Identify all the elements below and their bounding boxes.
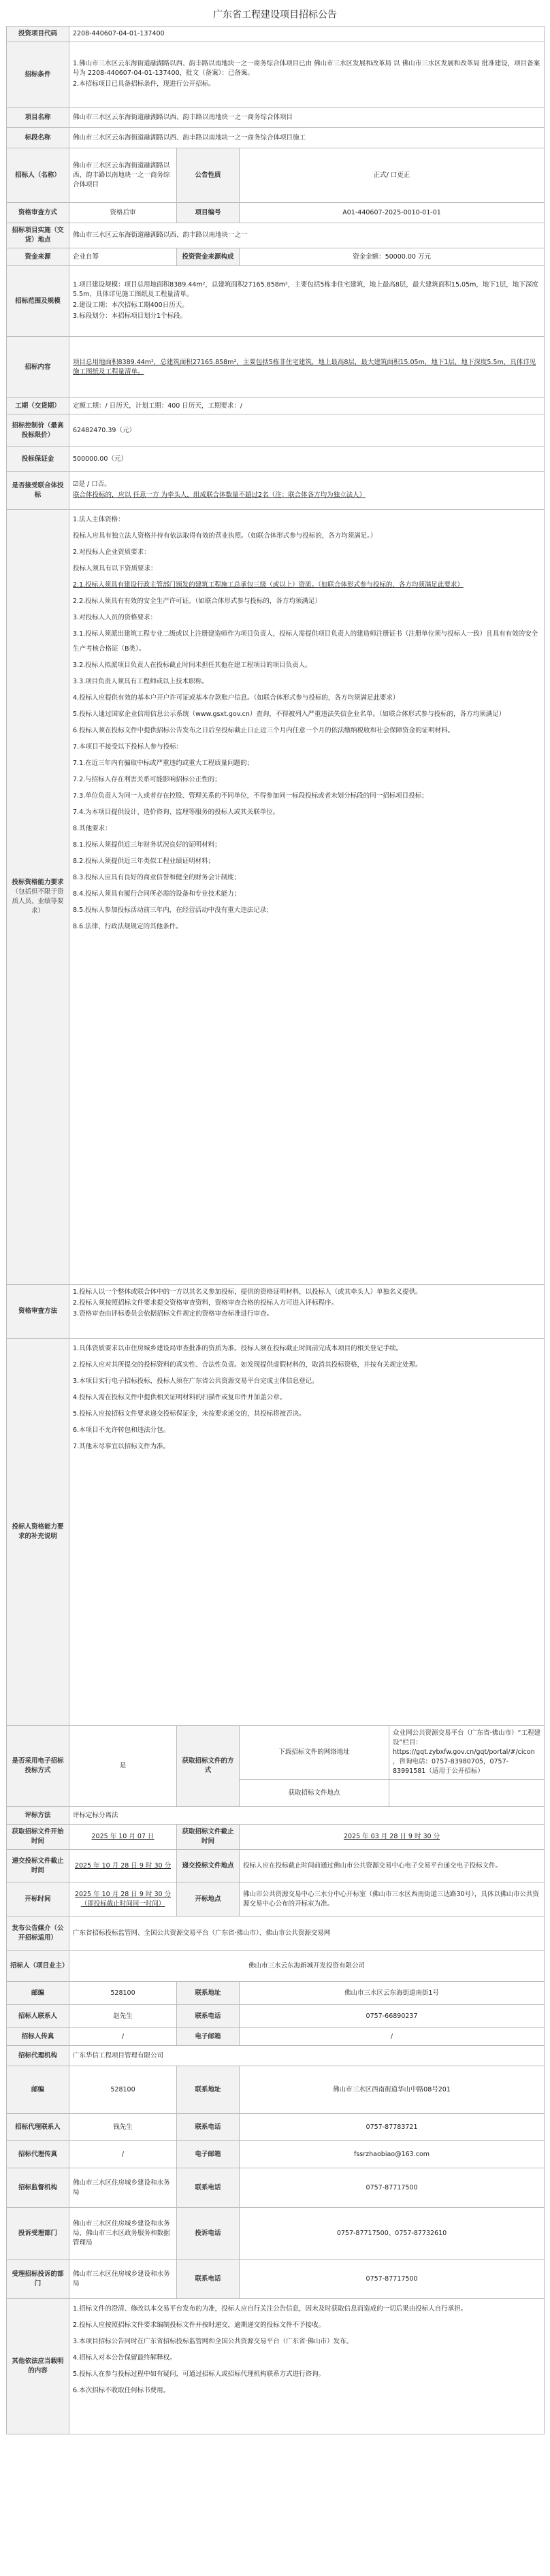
agent-fax-value: / — [69, 2141, 177, 2168]
third-label: 受理招标投诉的部门 — [7, 2260, 69, 2299]
qualification-line: 8.1.投标人须提供近三年财务状况良好的证明材料； — [73, 841, 221, 849]
agent-fax-label: 招标代理传真 — [7, 2141, 69, 2168]
complaint-phone-label: 投诉电话 — [177, 2208, 240, 2260]
item-no-label: 项目编号 — [177, 203, 240, 223]
doc-place-label: 获取招标文件地点 — [240, 1780, 389, 1807]
third-phone-label: 联系电话 — [177, 2260, 240, 2299]
eval-value: 评标定标分离法 — [69, 1807, 545, 1825]
agent-postcode-value: 528100 — [69, 2066, 177, 2114]
contact-person-label: 招标人联系人 — [7, 2005, 69, 2028]
supplement-text — [69, 1339, 545, 1726]
qualification-line: 5.投标人通过国家企业信用信息公示系统（www.gsxt.gov.cn）查询，不得被列入严重违法失信企业名单。（如联合体形式参与投标的，各方均须满足） — [73, 711, 506, 718]
agent-address-value: 佛山市三水区西南街道华山中路08号201 — [240, 2066, 545, 2114]
agent-value: 广东华信工程项目管理有限公司 — [69, 2046, 545, 2066]
section-name-value: 佛山市三水区云东海街道融湖路以西、韵丰路以南地块一之一商务综合体项目施工 — [69, 128, 545, 148]
qualification-label — [7, 510, 69, 1285]
media-value: 广东省招标投标监管网、全国公共资源交易平台（广东省·佛山市）、佛山市公共资源交易网 — [69, 1917, 545, 1951]
complaint-value: 佛山市三水区住房城乡建设和水务局、佛山市三水区政务服务和数据管理局 — [69, 2208, 177, 2260]
qualification-line: 4.投标人应提供有效的基本户开户许可证或基本存款账户信息。（如联合体形式参与投标的，各方均须满足此要求） — [73, 694, 400, 702]
supplement-line: 3.本项目实行电子招标投标，投标人须在广东省公共资源交易平台完成主体信息登记。 — [73, 1377, 319, 1385]
tenderer-label: 招标人（名称） — [7, 148, 69, 203]
open-place-value: 佛山市公共资源交易中心三水分中心开标室（佛山市三水区西南街道三达路30号），具体以佛山市公共资源交易中心公布的开标室为准。 — [240, 1882, 545, 1917]
bid-deadline-label: 递交投标文件截止时间 — [7, 1850, 69, 1882]
conditions-text — [69, 42, 545, 108]
agent-email-value[interactable]: fssrzhaobiao@163.com — [240, 2141, 545, 2168]
qualification-line: 8.其他要求： — [73, 825, 112, 832]
qualification-line: 7.2.与招标人存在利害关系可能影响招标公正性的； — [73, 776, 221, 783]
project-code-value: 2208-440607-04-01-137400 — [69, 27, 545, 42]
third-phone-value: 0757-87717500 — [240, 2260, 545, 2299]
supplement-line: 6.本项目不允许转包和违法分包。 — [73, 1426, 170, 1434]
scope-text — [69, 266, 545, 337]
qualification-subtitle: （包括但不限于资质人员、业绩等要求） — [12, 888, 64, 915]
qualification-line: 8.6.法律、行政法规规定的其他条件。 — [73, 923, 182, 930]
postcode-label: 邮编 — [7, 1982, 69, 2005]
agent-person-label: 招标代理联系人 — [7, 2114, 69, 2141]
notes-line: 1.招标文件的澄清、修改以本交易平台发布的为准，投标人应自行关注公告信息，因未及时获取信息而造成的一切后果由投标人自行承担。 — [73, 2305, 468, 2313]
item-no-value: A01-440607-2025-0010-01-01 — [240, 203, 545, 223]
open-time-label: 开标时间 — [7, 1882, 69, 1917]
funding-value: 企业自筹 — [69, 248, 177, 266]
eplatform-label: 是否采用电子招标投标方式 — [7, 1726, 69, 1807]
owner-label: 招标人（项目业主） — [7, 1951, 69, 1982]
conditions-label: 招标条件 — [7, 42, 69, 108]
supplement-line: 5.投标人应按招标文件要求递交投标保证金，未按要求递交的，其投标将被否决。 — [73, 1410, 306, 1418]
consortium-line: 联合体投标的，应以 任意一方 为牵头人，组成联合体数量不超过2名（注：联合体各方均为独立法人） — [73, 491, 366, 499]
supervise-phone-label: 联系电话 — [177, 2168, 240, 2208]
qualification-line: 3.2.投标人拟派项目负责人在投标截止时间未担任其他在建工程项目的项目负责人。 — [73, 662, 312, 669]
qualification-line: 投标人应具有独立法人资格并持有依法取得有效的营业执照。（如联合体形式参与投标的，各方均须满足。） — [73, 532, 377, 540]
page-title: 广东省工程建设项目招标公告 — [213, 10, 337, 20]
doc-start-label: 获取招标文件开始时间 — [7, 1825, 69, 1850]
method-line: 2.投标人须按照招标文件要求提交资格审查资料，资格审查合格的投标人方可进入评标程序。 — [73, 1299, 338, 1307]
qualification-line: 8.2.投标人须提供近三年类似工程业绩证明材料； — [73, 858, 215, 865]
doc-end-value: 2025 年 03 月 28 日 9 时 30 分 — [240, 1825, 545, 1850]
announcement-table — [6, 26, 545, 2434]
supplement-label: 投标人资格能力要求的补充说明 — [7, 1339, 69, 1726]
doc-start-value: 2025 年 10 月 07 日 — [69, 1825, 177, 1850]
project-name-label: 项目名称 — [7, 108, 69, 128]
announce-nature-value: 正式/ 口更正 — [240, 148, 545, 203]
method-text — [69, 1285, 545, 1339]
qualification-text — [69, 510, 545, 1285]
control-price-label: 招标控制价（最高投标限价） — [7, 414, 69, 447]
open-place-label: 开标地点 — [177, 1882, 240, 1917]
qualification-line: 8.5.投标人参加投标活动前三年内，在经营活动中没有重大违法记录； — [73, 907, 273, 914]
review-method-label: 资格审查方式 — [7, 203, 69, 223]
email-label: 电子邮箱 — [177, 2028, 240, 2046]
notes-line: 4.招标人对本公告保留最终解释权。 — [73, 2354, 176, 2362]
funding-label: 资金来源 — [7, 248, 69, 266]
bid-place-value: 投标人应在投标截止时间前通过佛山市公共资源交易中心电子交易平台递交电子投标文件。 — [240, 1850, 545, 1882]
supervise-value: 佛山市三水区住房城乡建设和水务局 — [69, 2168, 177, 2208]
qualification-line: 7.1.在近三年内有骗取中标或严重违约或重大工程质量问题的； — [73, 760, 254, 767]
notes-line: 5.投标人在参与投标过程中如有疑问，可通过招标人或招标代理机构联系方式进行咨询。 — [73, 2370, 325, 2378]
agent-person-value: 钱先生 — [69, 2114, 177, 2141]
notes-label: 其他依法应当载明的内容 — [7, 2299, 69, 2434]
qualification-line: 投标人须具有以下资质要求： — [73, 565, 157, 572]
owner-value: 佛山市三水云东海新城开发投资有限公司 — [69, 1951, 545, 1982]
qualification-line: 3.1.投标人须派出建筑工程专业二级或以上注册建造师作为项目负责人，投标人需提供项目负责人的建造师注册证书（注册单位须与投标人一致）且具有有效的安全生产考核合格证（B类）。 — [73, 630, 538, 653]
qualification-title: 投标资格能力要求 — [12, 879, 64, 886]
qualification-line: 1.法人主体资格： — [73, 516, 125, 523]
conditions-line: 1.佛山市三水区云东海街道融湖路以西、韵丰路以南地块一之一商务综合体项目已由 佛山市三水区发展和改革局 以 佛山市三水区发展和改革局 批准建设，项目备案号为 2208-440607-04-01-137400，批文（备案）：已备案。 — [73, 59, 540, 77]
qualification-line: 7.4.为本项目提供设计、造价咨询、监理等服务的投标人或其关联单位。 — [73, 809, 280, 816]
announce-nature-label: 公告性质 — [177, 148, 240, 203]
period-value: 定额工期：/ 日历天，计划工期：400 日历天，工期要求：/ — [69, 398, 545, 414]
method-label: 资格审查方法 — [7, 1285, 69, 1339]
content-label: 招标内容 — [7, 337, 69, 398]
postcode-value: 528100 — [69, 1982, 177, 2005]
method-line: 3.资格审查由评标委员会依据招标文件规定的资格审查标准进行审查。 — [73, 1310, 274, 1318]
section-name-label: 标段名称 — [7, 128, 69, 148]
announcement-page — [6, 0, 544, 2434]
supervise-label: 招标监督机构 — [7, 2168, 69, 2208]
contact-phone-label: 联系电话 — [177, 2005, 240, 2028]
consortium-text — [69, 472, 545, 510]
qualification-line: 8.3.投标人应具有良好的商业信誉和健全的财务会计制度； — [73, 874, 241, 881]
third-value: 佛山市三水区住房城乡建设和水务局 — [69, 2260, 177, 2299]
content-text: 项目总用地面积8389.44m²，总建筑面积27165.858m²，主要包括5栋非住宅建筑，地上最高8层，最大建筑面积15.05m，地下1层，地下深度5.5m，具体详见施工图纸及工程量清单。 — [69, 337, 545, 398]
open-time-value: 2025 年 10 月 28 日 9 时 30 分（即投标截止时间同一时间） — [69, 1882, 177, 1917]
notes-line: 2.投标人应按照招标文件要求编制投标文件并按时递交，逾期递交的投标文件不予接收。 — [73, 2321, 325, 2329]
supervise-phone-value: 0757-87717500 — [240, 2168, 545, 2208]
contact-address-label: 联系地址 — [177, 1982, 240, 2005]
bid-place-label: 递交投标文件地点 — [177, 1850, 240, 1882]
agent-phone-label: 联系电话 — [177, 2114, 240, 2141]
deposit-value: 500000.00（元） — [69, 447, 545, 472]
project-code-label: 投资项目代码 — [7, 27, 69, 42]
qualification-line: 6.投标人须在投标文件中提供招标公告发布之日后至投标截止日止近三个月内任意一个月的依法缴纳税收和社会保障资金的证明材料。 — [73, 727, 455, 734]
agent-postcode-label: 邮编 — [7, 2066, 69, 2114]
consortium-label: 是否接受联合体投标 — [7, 472, 69, 510]
qualification-line: 7.3.单位负责人为同一人或者存在控股、管理关系的不同单位，不得参加同一标段投标或者未划分标段的同一招标项目投标； — [73, 792, 428, 800]
qualification-line: 3.3.项目负责人须具有工程师或以上技术职称。 — [73, 678, 208, 685]
doc-method-label: 获取招标文件的方式 — [177, 1726, 240, 1807]
qualification-line: 2.2.投标人须具有有效的安全生产许可证。（如联合体形式参与投标的，各方均须满足） — [73, 598, 321, 605]
qualification-line: 2.对投标人企业资质要求： — [73, 549, 150, 556]
agent-email-label: 电子邮箱 — [177, 2141, 240, 2168]
supplement-line: 1.具体资质要求以市住房城乡建设局审查批准的资质为准。投标人须在投标截止时间前完成本项目的相关登记手续。 — [73, 1345, 403, 1352]
tenderer-value: 佛山市三水区云东海街道融湖路以西、韵丰路以南地块一之一商务综合体项目 — [69, 148, 177, 203]
contact-address-value: 佛山市三水区云东海街道南街1号 — [240, 1982, 545, 2005]
period-label: 工期（交货期） — [7, 398, 69, 414]
conditions-line: 2.本招标项目已具备招标条件，现进行公开招标。 — [73, 80, 215, 88]
location-label: 招标项目实施（交货）地点 — [7, 223, 69, 248]
deposit-label: 投标保证金 — [7, 447, 69, 472]
complaint-label: 投诉受理部门 — [7, 2208, 69, 2260]
funding-ratio-label: 投资资金来源构成 — [177, 248, 240, 266]
eval-label: 评标方法 — [7, 1807, 69, 1825]
supplement-line: 7.其他未尽事宜以招标文件为准。 — [73, 1443, 170, 1450]
scope-line: 1.项目建设规模：项目总用地面积8389.44m²，总建筑面积27165.858m²，主要包括5栋非住宅建筑，地上最高8层，最大建筑面积15.05m，地下1层，地下深度5.5m，具体详见施工图纸及工程量清单。 — [73, 280, 538, 298]
project-name-value: 佛山市三水区云东海街道融湖路以西、韵丰路以南地块一之一商务综合体项目 — [69, 108, 545, 128]
method-line: 1.投标人以一个整体或联合体中的一方以其名义参加投标，提供的资格证明材料，以投标人（或其牵头人）单独名义提供。 — [73, 1288, 422, 1296]
media-label: 发布公告媒介（公开招标适用） — [7, 1917, 69, 1951]
agent-address-label: 联系地址 — [177, 2066, 240, 2114]
notes-line: 3.本项目招标公告同时在广东省招标投标监管网和全国公共资源交易平台（广东省·佛山市）发布。 — [73, 2338, 353, 2345]
notes-line: 6.本次招标不收取任何标书费用。 — [73, 2387, 170, 2394]
complaint-phone-value: 0757-87717500、0757-87732610 — [240, 2208, 545, 2260]
qualification-line: 7.本项目不接受以下投标人参与投标： — [73, 743, 183, 751]
contact-person-value: 赵先生 — [69, 2005, 177, 2028]
consortium-line: ☑是 / 口否。 — [73, 480, 111, 488]
doc-url-label: 下载招标文件的网络地址 — [240, 1726, 389, 1780]
location-value: 佛山市三水区云东海街道融湖路以西、韵丰路以南地块一之一 — [69, 223, 545, 248]
agent-label: 招标代理机构 — [7, 2046, 69, 2066]
fax-value: / — [69, 2028, 177, 2046]
qualification-line: 2.1.投标人须具有建设行政主管部门颁发的建筑工程施工总承包三级（或以上）资质。（如联合体形式参与投标的，各方均须满足此要求） — [73, 581, 464, 589]
scope-label: 招标范围及规模 — [7, 266, 69, 337]
doc-url-value[interactable]: 众业网公共资源交易平台（广东省·佛山市）“工程建设”栏目：https://gqt.zybxfw.gov.cn/gqt/portal/#/cicon，咨询电话：0757-83980705，0757-83991581（适用于公开招标） — [389, 1726, 545, 1780]
email-value: / — [240, 2028, 545, 2046]
funding-ratio-value: 资金金额：50000.00 万元 — [240, 248, 545, 266]
notes-text — [69, 2299, 545, 2434]
scope-line: 3.标段划分：本招标项目划分1个标段。 — [73, 312, 187, 320]
contact-phone-value: 0757-66890237 — [240, 2005, 545, 2028]
qualification-line: 3.对投标人人员的资格要求： — [73, 614, 157, 621]
qualification-line: 8.4.投标人须具有履行合同所必需的设备和专业技术能力； — [73, 890, 241, 898]
doc-place-value — [389, 1780, 545, 1807]
eplatform-value: 是 — [69, 1726, 177, 1807]
review-method-value: 资格后审 — [69, 203, 177, 223]
fax-label: 招标人传真 — [7, 2028, 69, 2046]
doc-end-label: 获取招标文件截止时间 — [177, 1825, 240, 1850]
supplement-line: 2.投标人应对其所提交的投标资料的真实性、合法性负责。如发现提供虚假材料的，取消其投标资格，并按有关规定处理。 — [73, 1361, 422, 1369]
bid-deadline-value: 2025 年 10 月 28 日 9 时 30 分 — [69, 1850, 177, 1882]
scope-line: 2.建设工期：本次招标工期400日历天。 — [73, 301, 189, 309]
supplement-line: 4.投标人需在投标文件中提供相关证明材料的扫描件或复印件并加盖公章。 — [73, 1394, 287, 1401]
agent-phone-value: 0757-87783721 — [240, 2114, 545, 2141]
control-price-value: 62482470.39（元） — [69, 414, 545, 447]
